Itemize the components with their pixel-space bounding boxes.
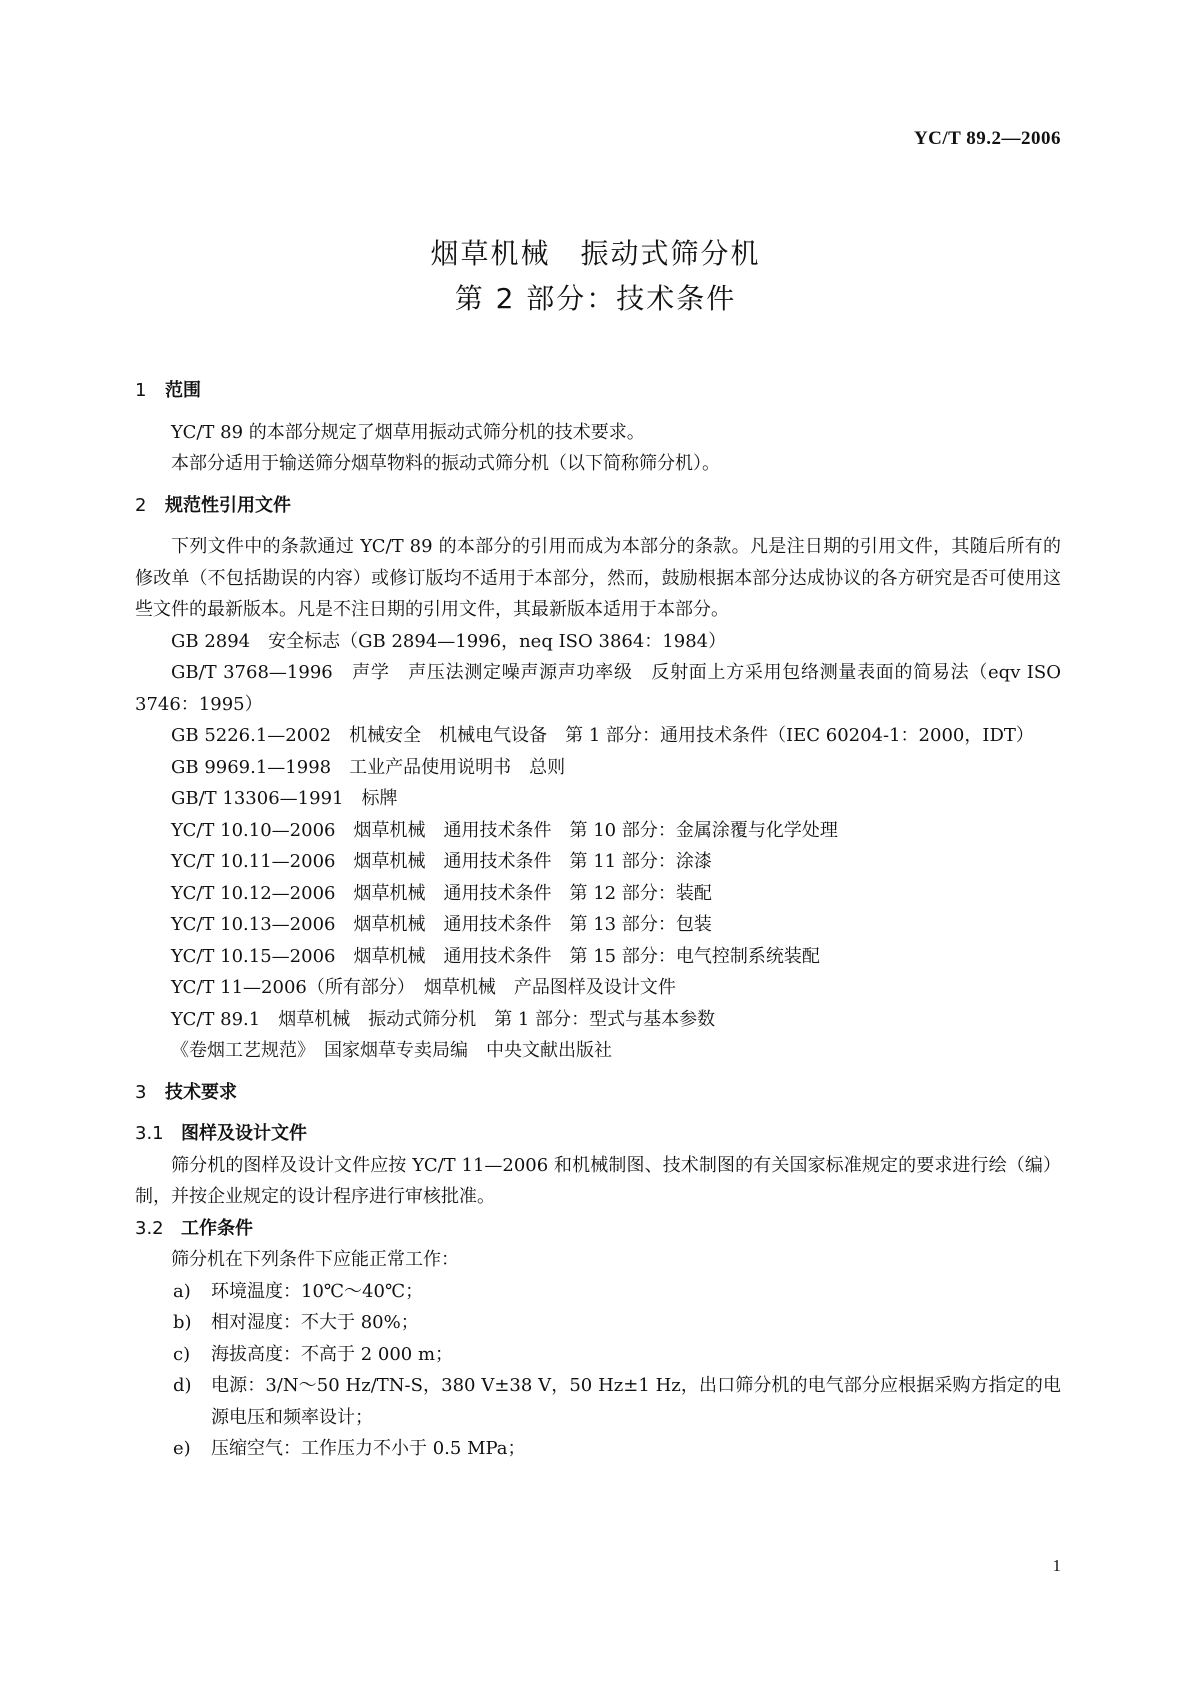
list-item [135, 1307, 1061, 1339]
reference-item: YC/T 10.10—2006 烟草机械 通用技术条件 第 10 部分：金属涂覆与化学处理 [171, 819, 838, 841]
subsection-title: 工作条件 [181, 1217, 253, 1239]
section-1-heading [135, 375, 1061, 407]
reference-item: GB 9969.1—1998 工业产品使用说明书 总则 [171, 756, 566, 778]
paragraph: 筛分机在下列条件下应能正常工作： [171, 1249, 459, 1270]
list-marker: e) [173, 1438, 191, 1459]
reference-item: GB 2894 安全标志（GB 2894—1996，neq ISO 3864：1984） [171, 630, 727, 652]
list-text: 电源：3/N～50 Hz/TN-S，380 V±38 V，50 Hz±1 Hz，出口筛分机的电气部分应根据采购方指定的电源电压和频率设计； [211, 1375, 1061, 1428]
subsection-title: 图样及设计文件 [181, 1123, 307, 1144]
section-number: 1 [135, 380, 147, 401]
list-marker: a) [173, 1280, 191, 1302]
reference-item: YC/T 10.12—2006 烟草机械 通用技术条件 第 12 部分：装配 [171, 882, 712, 904]
subsection-number: 3.2 [135, 1217, 164, 1239]
list-marker: b) [173, 1312, 192, 1333]
paragraph: 筛分机的图样及设计文件应按 YC/T 11—2006 和机械制图、技术制图的有关国家标准规定的要求进行绘（编）制，并按企业规定的设计程序进行审核批准。 [135, 1154, 1061, 1207]
reference-item: GB/T 3768—1996 声学 声压法测定噪声源声功率级 反射面上方采用包络测量表面的简易法（eqv ISO 3746：1995） [135, 662, 1061, 715]
subsection-number: 3.1 [135, 1123, 164, 1144]
section-title: 范围 [165, 380, 201, 401]
standard-code: YC/T 89.2—2006 [913, 128, 1061, 149]
reference-item: GB/T 13306—1991 标牌 [171, 788, 398, 809]
list-text: 压缩空气：工作压力不小于 0.5 MPa； [211, 1438, 526, 1459]
paragraph: 本部分适用于输送筛分烟草物料的振动式筛分机（以下简称筛分机）。 [171, 453, 720, 474]
list-marker: c) [173, 1343, 191, 1365]
reference-item: 《卷烟工艺规范》 国家烟草专卖局编 中央文献出版社 [171, 1040, 612, 1061]
list-item [135, 1370, 1061, 1433]
list-text: 相对湿度：不大于 80%； [211, 1312, 419, 1333]
document-title-line-2: 第 2 部分：技术条件 [454, 282, 737, 315]
list-text: 海拔高度：不高于 2 000 m； [211, 1343, 454, 1365]
list-item [135, 1276, 1061, 1308]
list-item [135, 1433, 1061, 1465]
section-2-heading [135, 490, 1061, 522]
reference-item: YC/T 10.15—2006 烟草机械 通用技术条件 第 15 部分：电气控制系统装配 [171, 945, 820, 967]
section-title: 规范性引用文件 [165, 494, 291, 516]
page-number: 1 [1052, 1556, 1061, 1575]
section-number: 2 [135, 494, 147, 516]
paragraph: YC/T 89 的本部分规定了烟草用振动式筛分机的技术要求。 [171, 421, 645, 443]
document-body [135, 375, 1061, 1465]
section-title: 技术要求 [165, 1081, 237, 1103]
list-item [135, 1339, 1061, 1371]
paragraph: 下列文件中的条款通过 YC/T 89 的本部分的引用而成为本部分的条款。凡是注日期的引用文件，其随后所有的修改单（不包括勘误的内容）或修订版均不适用于本部分，然而，鼓励根据本部分达成协议的各方研究是否可使用这些文件的最新版本。凡是不注日期的引用文件，其最新版本适用于本部分。 [135, 536, 1061, 620]
subsection-3-2-heading [135, 1213, 1061, 1245]
reference-item: YC/T 10.11—2006 烟草机械 通用技术条件 第 11 部分：涂漆 [171, 851, 712, 872]
list-text: 环境温度：10℃～40℃； [211, 1280, 424, 1302]
section-3-heading [135, 1077, 1061, 1109]
reference-item: GB 5226.1—2002 机械安全 机械电气设备 第 1 部分：通用技术条件（IEC 60204-1：2000，IDT） [171, 725, 1034, 746]
document-title-line-1: 烟草机械 振动式筛分机 [430, 237, 761, 270]
subsection-3-1-heading [135, 1118, 1061, 1150]
reference-item: YC/T 89.1 烟草机械 振动式筛分机 第 1 部分：型式与基本参数 [171, 1008, 716, 1030]
list-marker: d) [173, 1375, 192, 1396]
reference-item: YC/T 11—2006（所有部分） 烟草机械 产品图样及设计文件 [171, 977, 676, 998]
section-number: 3 [135, 1081, 147, 1103]
reference-item: YC/T 10.13—2006 烟草机械 通用技术条件 第 13 部分：包装 [171, 914, 712, 935]
